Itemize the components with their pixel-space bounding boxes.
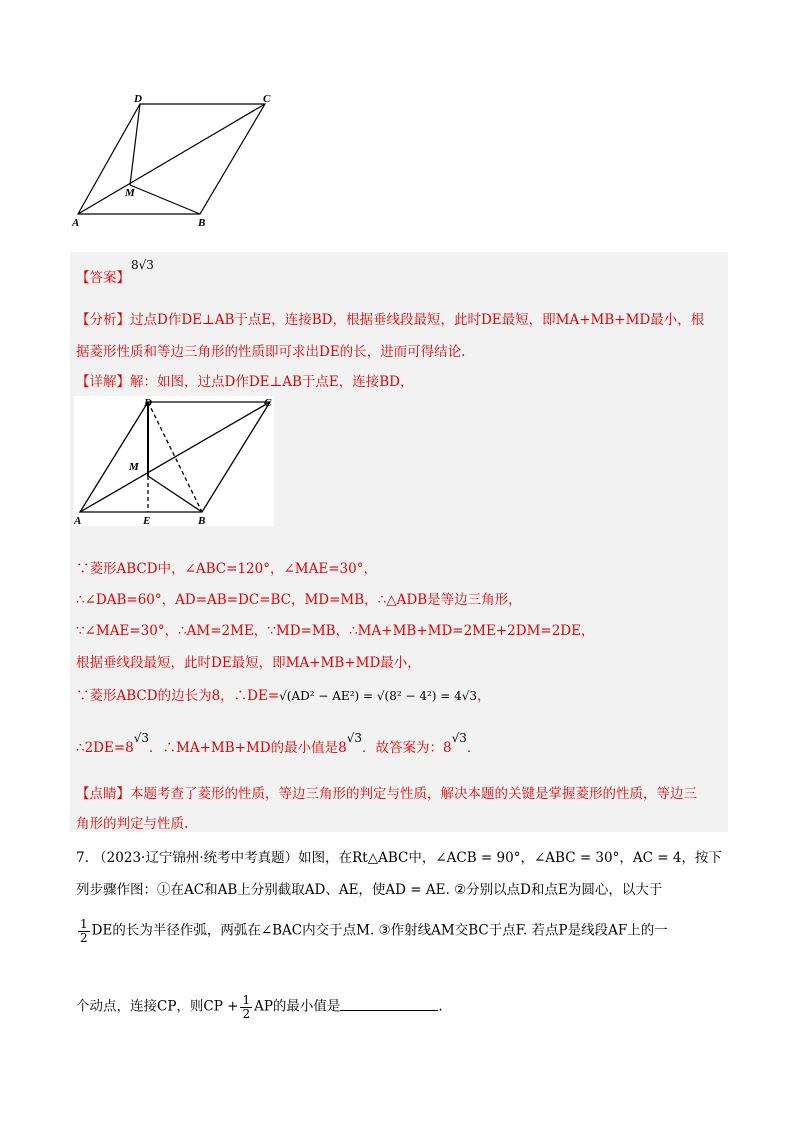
label-c-detail: C xyxy=(264,397,272,409)
diagonal-ac xyxy=(78,104,265,214)
question7-line-3-text: DE的长为半径作弧，两弧在∠BAC内交于点M. ③作射线AM交BC于点F. 若点P是线段AF上的一 xyxy=(91,922,668,939)
solution-line-4: 根据垂线段最短，此时DE最短，即MA+MB+MD最小， xyxy=(76,655,421,671)
question7-line-2: 列步骤作图：①在AC和AB上分别截取AD、AE，使AD = AE. ②分别以点D和点E为圆心，以大于 xyxy=(76,882,663,898)
solution-line-3: ∵∠MAE=30°，∴AM=2ME，∵MD=MB，∴MA+MB+MD=2ME+2DM=2DE， xyxy=(76,623,595,639)
label-m-detail: M xyxy=(129,461,139,473)
line6-root2: √3 xyxy=(346,731,363,745)
segment-mb-detail xyxy=(148,476,202,512)
line6-part1: ∴2DE=8 xyxy=(76,740,134,756)
fraction-half: $\frac{1}{2}$ xyxy=(80,917,88,945)
solution-line-2: ∴∠DAB=60°，AD=AB=DC=BC，MD=MB，∴△ADB是等边三角形， xyxy=(76,592,522,608)
fraction-half-2: $\frac{1}{2}$ xyxy=(242,993,251,1021)
solution-line-6 xyxy=(76,731,481,756)
solution-line-5-suffix: ， xyxy=(477,688,491,704)
comment-line-1 xyxy=(76,782,697,802)
answer-value: 8√3 xyxy=(131,258,154,272)
comment-text-1: 本题考查了菱形的性质，等边三角形的判定与性质，解决本题的关键是掌握菱形的性质，等边三 xyxy=(130,786,697,802)
question7-line-4-b: AP的最小值是 xyxy=(254,998,341,1015)
line6-root3: √3 xyxy=(451,731,467,745)
label-d: D xyxy=(134,93,142,105)
comment-line-2: 角形的判定与性质. xyxy=(76,816,189,832)
question7-line-1: 7. （2023·辽宁锦州·统考中考真题）如图，在Rt△ABC中，∠ACB = 90°，∠ABC = 30°，AC = 4，按下 xyxy=(76,850,722,866)
detail-line xyxy=(76,370,413,390)
label-a: A xyxy=(72,217,80,229)
line6-part3: ．故答案为：8 xyxy=(362,740,452,756)
solution-line-1: ∵菱形ABCD中，∠ABC=120°，∠MAE=30°， xyxy=(76,561,377,577)
question7-line-4-a: 个动点，连接CP，则CP + xyxy=(76,998,239,1015)
rhombus-figure-top xyxy=(70,92,280,232)
question7-line-4-end: . xyxy=(438,998,443,1015)
segment-mb xyxy=(130,185,200,214)
analysis-line-1 xyxy=(76,308,704,328)
label-b-detail: B xyxy=(198,515,206,526)
answer-line xyxy=(76,266,130,286)
analysis-line-2: 据菱形性质和等边三角形的性质即可求出DE的长，进而可得结论. xyxy=(76,344,466,360)
rhombus-figure-detail xyxy=(74,396,274,526)
question7-line-4 xyxy=(76,994,443,1020)
question7-line-3 xyxy=(76,918,668,944)
analysis-text-1: 过点D作DE⊥AB于点E，连接BD，根据垂线段最短，此时DE最短，即MA+MB+MD最小，根 xyxy=(130,312,705,328)
label-b: B xyxy=(198,217,206,229)
solution-line-5-prefix: ∵菱形ABCD的边长为8，∴DE= xyxy=(76,688,280,704)
answer-tag: 【答案】 xyxy=(76,270,130,286)
label-m: M xyxy=(125,187,135,199)
solution-line-5 xyxy=(76,684,491,704)
line6-part2: ．∴MA+MB+MD的最小值是8 xyxy=(149,740,347,756)
line6-root1: √3 xyxy=(133,731,150,745)
detail-tag: 【详解】 xyxy=(76,374,130,390)
label-c: C xyxy=(263,93,271,105)
segment-dm xyxy=(130,104,140,185)
analysis-tag: 【分析】 xyxy=(76,312,130,328)
de-formula: √(AD² − AE²) = √(8² − 4²) = 4√3 xyxy=(279,689,478,703)
detail-intro: 解：如图，过点D作DE⊥AB于点E，连接BD， xyxy=(130,374,414,390)
label-d-detail: D xyxy=(144,397,152,409)
line6-part4: ． xyxy=(466,740,481,756)
diagonal-ac-detail xyxy=(80,402,270,512)
answer-blank[interactable] xyxy=(340,998,438,1011)
comment-tag: 【点睛】 xyxy=(76,786,130,802)
label-a-detail: A xyxy=(74,515,82,526)
label-e-detail: E xyxy=(143,515,151,526)
